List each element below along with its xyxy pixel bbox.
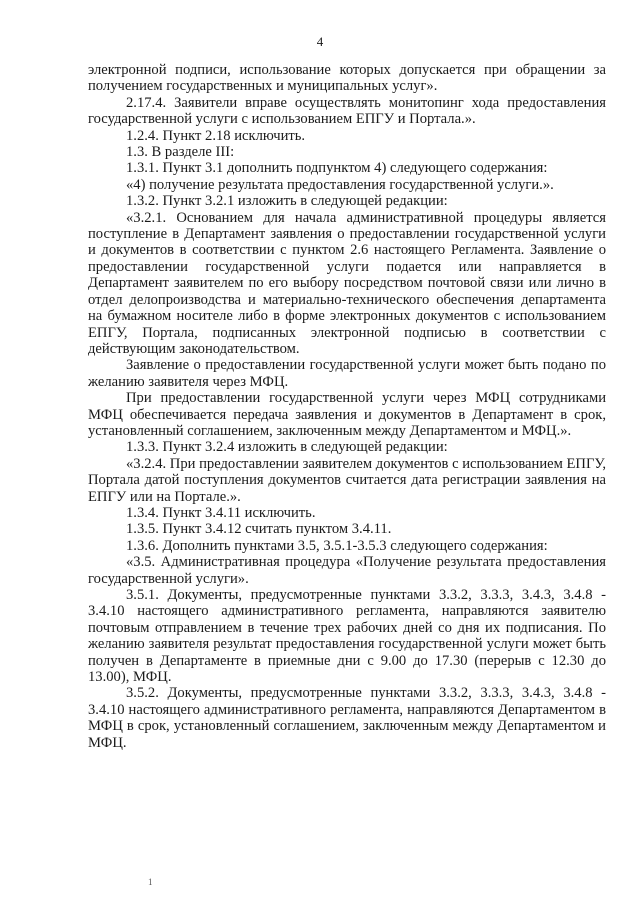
paragraph: электронной подписи, использование которых допускается при обращении за получением государственных и муниципальных услуг». [88,62,606,95]
paragraph: 1.3.4. Пункт 3.4.11 исключить. [126,504,316,521]
scan-mark: 1 [148,877,153,887]
paragraph: При предоставлении государственной услуги через МФЦ сотрудниками МФЦ обеспечивается передача заявления и документов в Департамент в срок, установленный соглашением, заключенным между Департаментом и МФЦ.». [88,390,606,439]
paragraph: 1.2.4. Пункт 2.18 исключить. [126,127,306,144]
paragraph: «4) получение результата предоставления государственной услуги.». [126,176,554,193]
paragraph: 1.3.3. Пункт 3.2.4 изложить в следующей редакции: [126,439,448,456]
paragraph: 3.5.1. Документы, предусмотренные пунктами 3.3.2, 3.3.3, 3.4.3, 3.4.8 - 3.4.10 настоящего административного регламента, направляются заявителю почтовым отправлением в течение трех рабочих дней со дня их подписания. По желанию заявителя результат предоставления государственной услуги может быть получен в Департаменте в приемные дни с 9.00 до 17.30 (перерыв с 12.30 до 13.00), МФЦ. [88,587,606,686]
paragraph: Заявление о предоставлении государственной услуги может быть подано по желанию заявителя через МФЦ. [88,357,606,390]
paragraph: 1.3.1. Пункт 3.1 дополнить подпунктом 4) следующего содержания: [126,160,548,177]
paragraph: 1.3. В разделе III: [126,144,235,161]
document-body [88,62,606,751]
paragraph: 1.3.2. Пункт 3.2.1 изложить в следующей редакции: [126,193,448,210]
paragraph: «3.2.1. Основанием для начала административной процедуры является поступление в Департамент заявления о предоставлении государственной услуги и документов в соответствии с пунктом 2.6 настоящего Регламента. Заявление о предоставлении государственной услуги подается или направляется в Департамент заявителем по его выбору посредством почтовой связи или лично в отдел делопроизводства и материально-технического обеспечения департамента на бумажном носителе либо в форме электронных документов с использованием ЕПГУ, Портала, подписанных электронной подписью в соответствии с действующим законодательством. [88,209,606,357]
paragraph: 2.17.4. Заявители вправе осуществлять монитопинг хода предоставления государственной услуги с использованием ЕПГУ и Портала.». [88,94,606,128]
paragraph: «3.2.4. При предоставлении заявителем документов с использованием ЕПГУ, Портала датой поступления документов считается дата регистрации заявления на ЕПГУ или на Портале.». [88,455,606,505]
paragraph: «3.5. Административная процедура «Получение результата предоставления государственной услуги». [88,554,606,587]
paragraph: 1.3.5. Пункт 3.4.12 считать пунктом 3.4.11. [126,521,392,538]
page-number: 4 [316,34,324,49]
paragraph: 3.5.2. Документы, предусмотренные пунктами 3.3.2, 3.3.3, 3.4.3, 3.4.8 - 3.4.10 настоящего административного регламента, направляются Департаментом в МФЦ в срок, установленный соглашением, заключенным между Департаментом и МФЦ. [88,685,606,751]
paragraph: 1.3.6. Дополнить пунктами 3.5, 3.5.1-3.5.3 следующего содержания: [126,537,548,554]
